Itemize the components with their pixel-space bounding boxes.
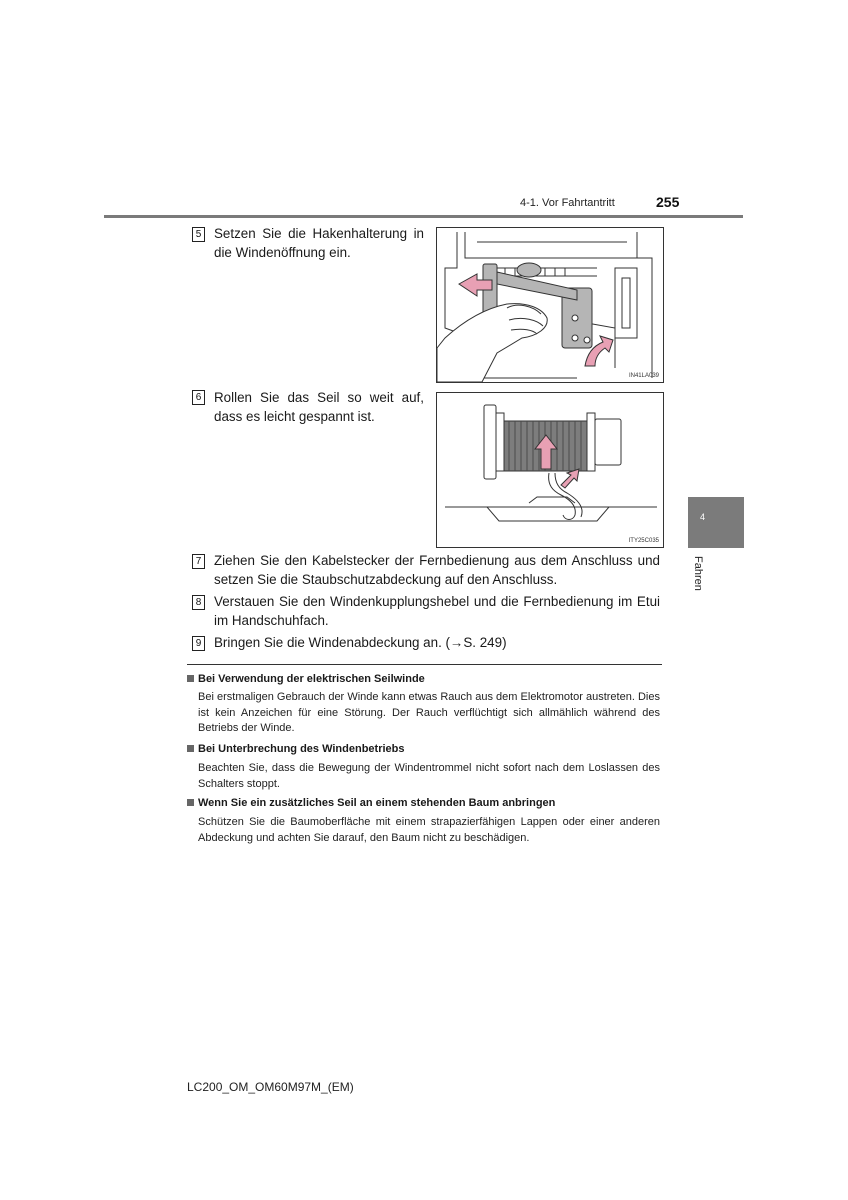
note-body-tree-rope: Schützen Sie die Baumoberfläche mit einem strapazierfähigen Lappen oder einer anderen Abdeckung und achten Sie darauf, den Baum nicht zu beschädigen.: [198, 816, 660, 844]
figure-code-1: IN41LA039: [628, 373, 659, 379]
header-divider: [104, 215, 743, 218]
square-bullet-icon: [187, 675, 194, 682]
hook-holder-illustration: [437, 228, 663, 382]
step-text-9: Bringen Sie die Windenabdeckung an. (→S. 249): [214, 635, 507, 650]
winch-drum-illustration: [437, 393, 663, 547]
step-text-6: Rollen Sie das Seil so weit auf, dass es leicht gespannt ist.: [214, 390, 424, 424]
step-number-8: 8: [192, 595, 205, 610]
note-body-interruption: Beachten Sie, dass die Bewegung der Windentrommel nicht sofort nach dem Loslassen des Schalters stoppt.: [198, 762, 660, 790]
notes-divider: [187, 664, 662, 665]
step-number-7: 7: [192, 554, 205, 569]
figure-rope-winding: [436, 392, 664, 548]
square-bullet-icon: [187, 799, 194, 806]
step-number-9: 9: [192, 636, 205, 651]
chapter-number: 4: [700, 512, 706, 522]
square-bullet-icon: [187, 745, 194, 752]
chapter-tab[interactable]: [688, 497, 744, 548]
step-text-8: Verstauen Sie den Windenkupplungshebel und die Fernbedienung im Etui im Handschuhfach.: [214, 594, 660, 628]
step-text-5: Setzen Sie die Hakenhalterung in die Windenöffnung ein.: [214, 226, 424, 260]
section-title: 4-1. Vor Fahrtantritt: [520, 197, 615, 209]
step-number-6: 6: [192, 390, 205, 405]
note-heading-tree-rope: Wenn Sie ein zusätzliches Seil an einem stehenden Baum anbringen: [187, 797, 662, 809]
step-text-7: Ziehen Sie den Kabelstecker der Fernbedienung aus dem Anschluss und setzen Sie die Staubschutzabdeckung auf den Anschluss.: [214, 553, 660, 587]
figure-code-2: ITY25C035: [628, 538, 659, 544]
note-body-electric-winch: Bei erstmaligen Gebrauch der Winde kann etwas Rauch aus dem Elektromotor austreten. Dies ist kein Anzeichen für eine Störung. Der Rauch verflüchtigt sich allmählich während des Betriebs der Winde.: [198, 691, 660, 734]
chapter-label: Fahren: [692, 556, 704, 591]
note-heading-electric-winch: Bei Verwendung der elektrischen Seilwinde: [187, 673, 662, 685]
step-number-5: 5: [192, 227, 205, 242]
document-code: LC200_OM_OM60M97M_(EM): [187, 1080, 354, 1094]
note-heading-interruption: Bei Unterbrechung des Windenbetriebs: [187, 743, 662, 755]
figure-hook-holder: [436, 227, 664, 383]
page-number: 255: [656, 194, 680, 210]
